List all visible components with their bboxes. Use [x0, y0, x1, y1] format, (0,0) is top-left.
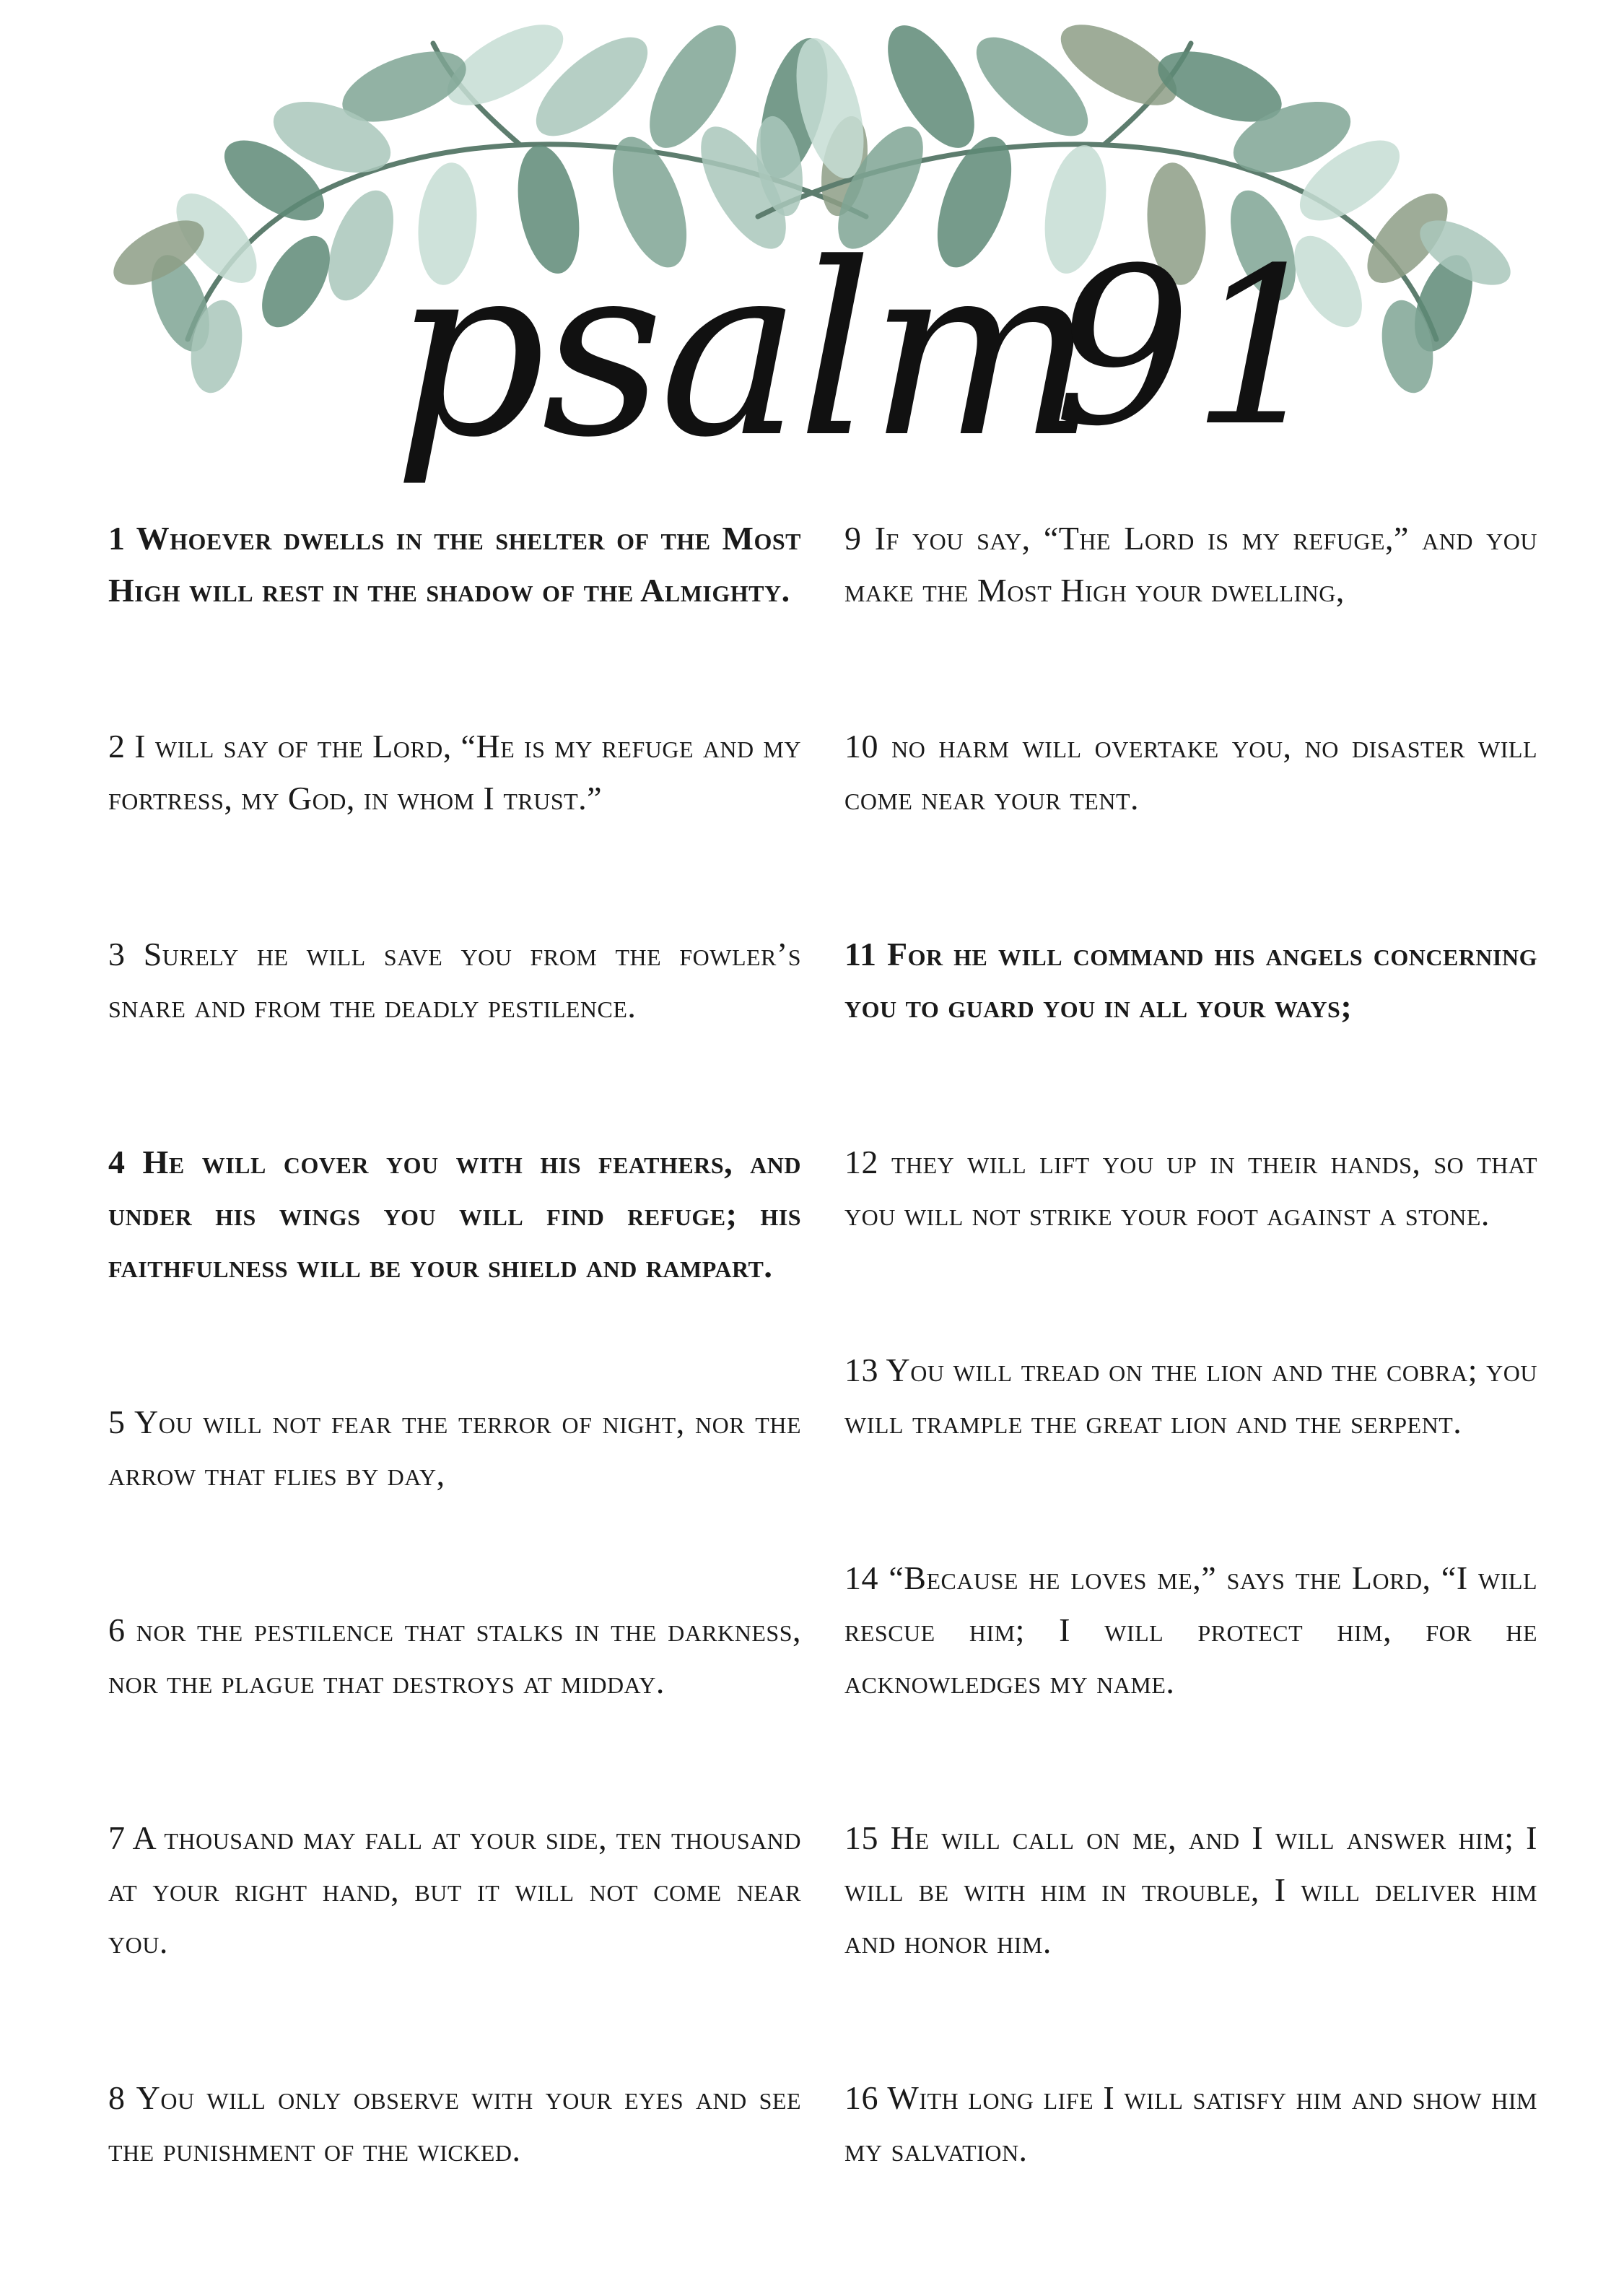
- header-artwork: [0, 0, 1624, 505]
- verse-6: [108, 1604, 801, 1708]
- verse-13: [844, 1344, 1537, 1448]
- verse-number: 6: [108, 1611, 126, 1648]
- verse-text: nor the pestilence that stalks in the darkness, nor the plague that destroys at midday.: [108, 1611, 801, 1700]
- verse-text: I will say of the Lord, “He is my refuge and my fortress, my God, in whom I trust.”: [108, 728, 801, 817]
- verse-number: 13: [844, 1352, 878, 1388]
- verse-number: 16: [844, 2079, 878, 2116]
- verse-11: [844, 928, 1537, 1032]
- leaf: [315, 182, 406, 309]
- verse-text: no harm will overtake you, no disaster will come near your tent.: [844, 728, 1537, 817]
- verses-left-column: [108, 513, 801, 2280]
- verse-number: 1: [108, 520, 126, 557]
- verses-right-column: [844, 513, 1537, 2280]
- verse-text: You will not fear the terror of night, nor the arrow that flies by day,: [108, 1404, 801, 1492]
- verse-14: [844, 1552, 1537, 1708]
- verse-4: [108, 1136, 801, 1292]
- verse-number: 12: [844, 1144, 878, 1180]
- verse-text: He will cover you with his feathers, and under his wings you will find refuge; his faithfulness will be your shield and rampart.: [108, 1144, 801, 1284]
- verse-15: [844, 1812, 1537, 1968]
- verse-number: 5: [108, 1404, 126, 1440]
- verse-number: 11: [844, 936, 877, 973]
- leaf: [598, 127, 702, 277]
- verse-2: [108, 721, 801, 824]
- verse-number: 14: [844, 1559, 878, 1596]
- verse-7: [108, 1812, 801, 1968]
- leaf: [414, 160, 482, 287]
- leaf: [1036, 140, 1115, 278]
- verse-5: [108, 1396, 801, 1500]
- verse-number: 2: [108, 728, 126, 765]
- verse-number: 9: [844, 520, 862, 557]
- verse-text: For he will command his angels concerning you to guard you in all your ways;: [844, 936, 1537, 1024]
- verse-10: [844, 721, 1537, 824]
- verse-text: they will lift you up in their hands, so that you will not strike your foot against a stone.: [844, 1144, 1538, 1232]
- verse-16: [844, 2072, 1537, 2176]
- verse-text: With long life I will satisfy him and show him my salvation.: [844, 2079, 1537, 2168]
- verse-text: Whoever dwells in the shelter of the Most High will rest in the shadow of the Almighty.: [108, 520, 801, 609]
- verse-text: He will call on me, and I will answer him; I will be with him in trouble, I will deliver him and honor him.: [844, 1819, 1537, 1960]
- eucalyptus-branches-icon: [0, 0, 1624, 505]
- leaf: [922, 127, 1026, 277]
- verse-number: 15: [844, 1819, 878, 1856]
- verse-number: 3: [108, 936, 126, 973]
- verse-number: 4: [108, 1144, 126, 1180]
- verse-3: [108, 928, 801, 1032]
- verse-1: [108, 513, 801, 617]
- leaf: [509, 140, 588, 278]
- verse-text: You will tread on the lion and the cobra; you will trample the great lion and the serpent.: [844, 1352, 1537, 1440]
- verse-text: If you say, “The Lord is my refuge,” and you make the Most High your dwelling,: [844, 520, 1537, 609]
- verse-text: You will only observe with your eyes and see the punishment of the wicked.: [108, 2079, 801, 2168]
- leaf: [1143, 160, 1211, 287]
- verse-number: 7: [108, 1819, 126, 1856]
- verse-9: [844, 513, 1537, 617]
- verse-text: “Because he loves me,” says the Lord, “I will rescue him; I will protect him, for he acknowledges my name.: [844, 1559, 1537, 1700]
- verse-number: 10: [844, 728, 878, 765]
- title-word: psalm: [393, 212, 1091, 489]
- verse-8: [108, 2072, 801, 2176]
- verse-text: Surely he will save you from the fowler’s snare and from the deadly pestilence.: [108, 936, 801, 1024]
- leaf: [1218, 182, 1309, 309]
- verse-number: 8: [108, 2079, 126, 2116]
- title-number: 91: [1054, 222, 1330, 474]
- verse-text: A thousand may fall at your side, ten thousand at your right hand, but it will not come near you.: [108, 1819, 802, 1960]
- verse-12: [844, 1136, 1537, 1240]
